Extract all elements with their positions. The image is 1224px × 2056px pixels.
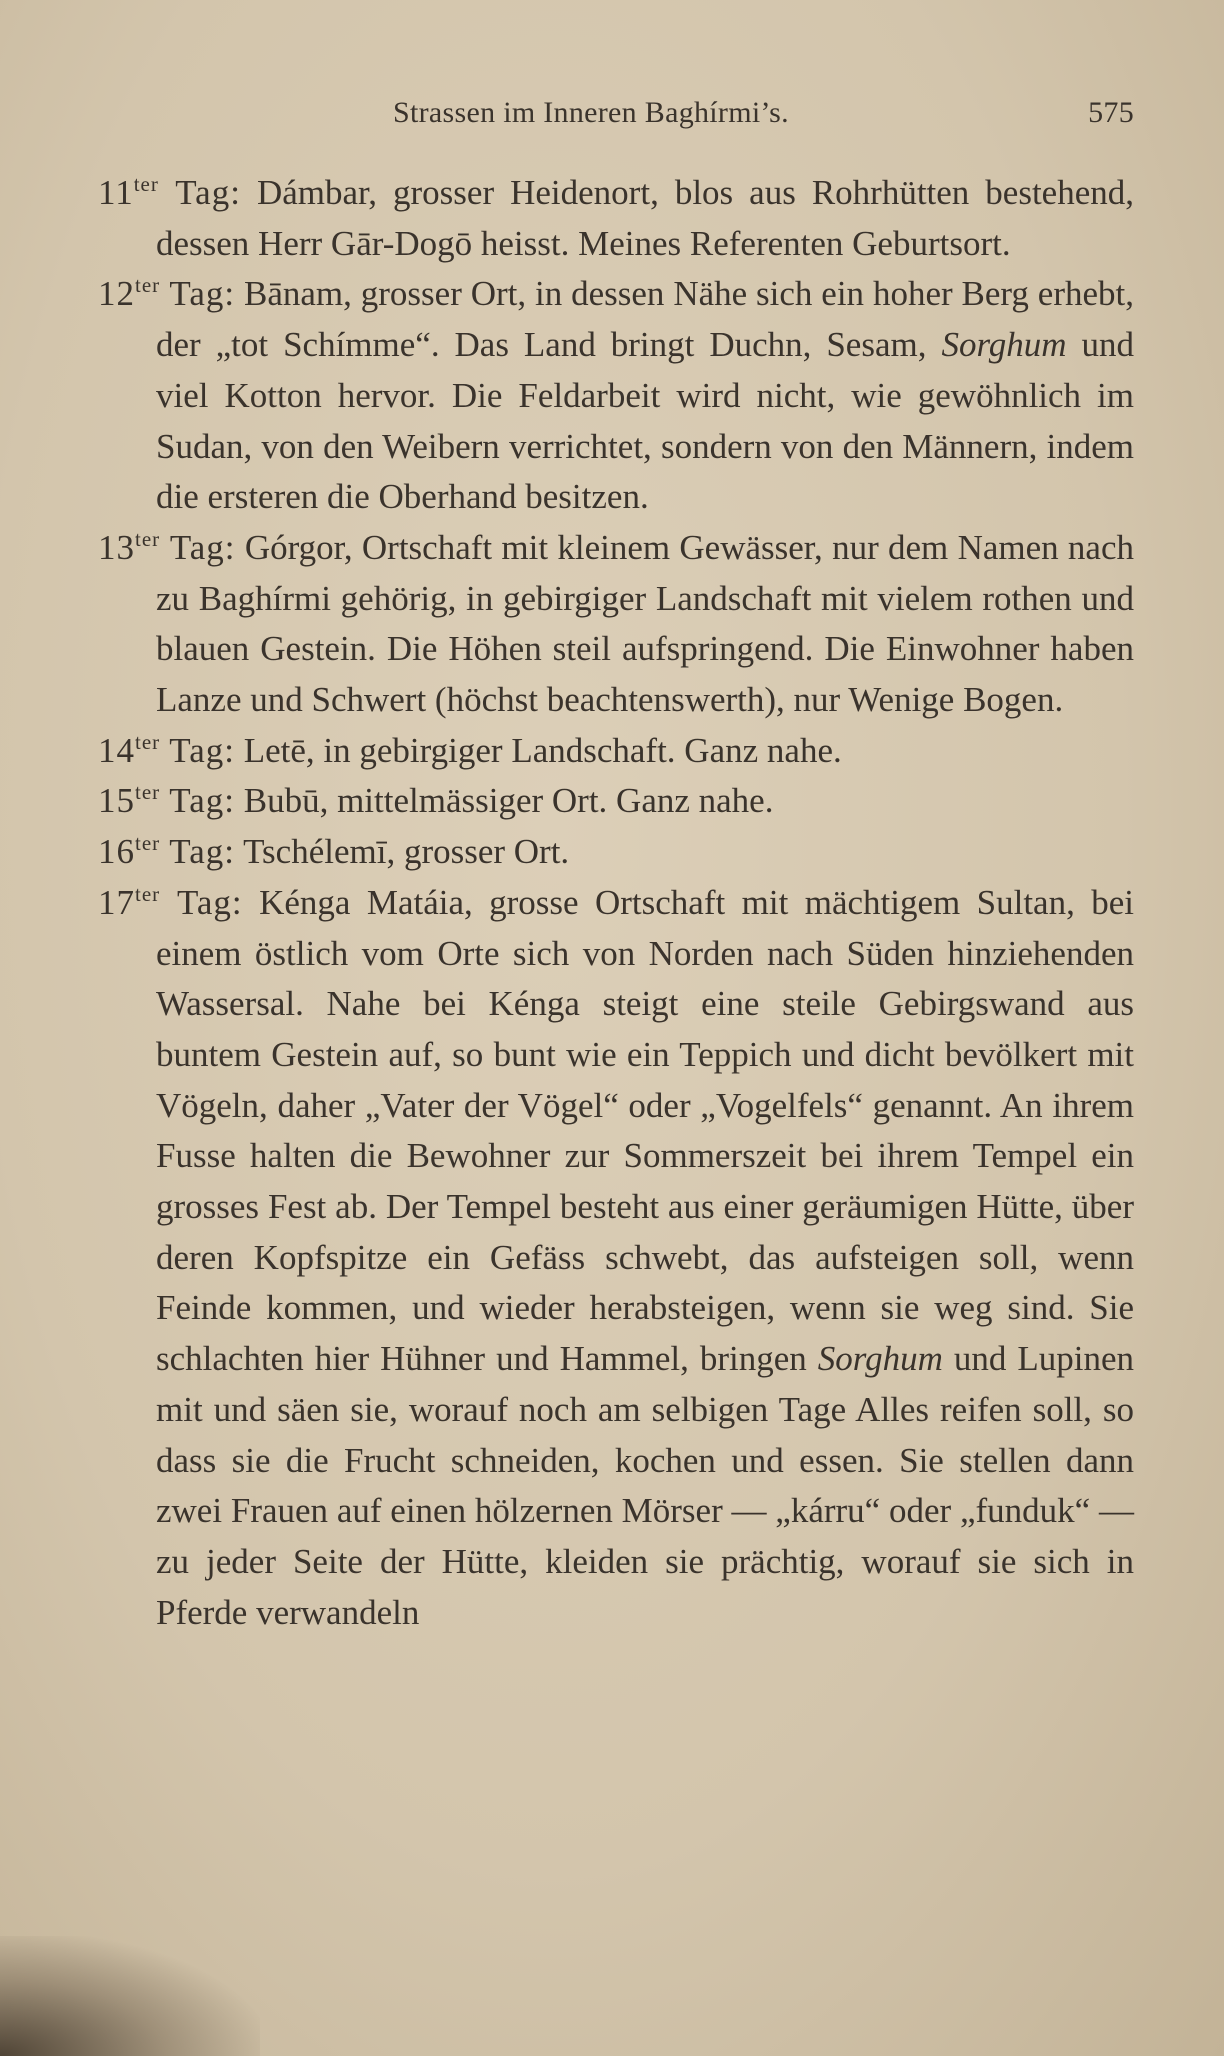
day-number: 16 [98,832,135,872]
day-label [98,832,235,871]
day-entry [98,523,1134,726]
running-title: Strassen im Inneren Baghírmi’s. [393,96,789,129]
day-word: Tag: [169,274,236,314]
italic-term: Sorghum [817,1339,943,1379]
day-entry [98,168,1134,269]
day-entry [98,269,1134,523]
day-number: 11 [98,173,134,212]
day-entry [98,827,1134,878]
day-entry [98,726,1134,777]
page-body [98,168,1134,1638]
day-word: Tag: [176,882,243,922]
day-entry [98,776,1134,827]
ordinal-suffix: ter [135,881,161,906]
day-entry [98,878,1134,1639]
day-label [98,883,243,922]
day-word: Tag: [169,730,235,770]
day-number: 14 [98,730,135,770]
day-label [98,173,241,212]
entry-text: Bubū, mittelmässiger Ort. Ganz nahe. [243,781,774,821]
day-label [98,528,236,567]
day-number: 12 [98,274,135,314]
entry-text: Górgor, Ortschaft mit kleinem Gewässer, nur dem Namen nach zu Baghírmi gehörig, in gebirgiger Landschaft mit vielem rothen und blauen Gestein. Die Höhen steil aufspringend. Die Einwohner haben Lanze und Schwert (höchst beachtenswerth), nur Wenige Bogen. [156,527,1134,720]
day-number: 17 [98,882,135,922]
day-label [98,781,235,820]
day-label [98,274,235,313]
day-number: 13 [98,527,135,567]
day-word: Tag: [169,527,236,567]
entry-text: Dámbar, grosser Heidenort, blos aus Rohrhütten bestehend, dessen Herr Gār-Dogō heisst. Meines Referenten Geburtsort. [156,173,1135,263]
entry-text: Letē, in gebirgiger Landschaft. Ganz nahe. [243,730,842,770]
running-header [98,96,1134,140]
entry-text: und viel Kotton hervor. Die Feldarbeit wird nicht, wie gewöhnlich im Sudan, von den Weibern verrichtet, sondern von den Männern, indem die ersteren die Oberhand besitzen. [156,325,1134,517]
ordinal-suffix: ter [135,831,161,856]
entry-text: und Lupinen mit und säen sie, worauf noch am selbigen Tage Alles reifen soll, so dass sie die Frucht schneiden, kochen und essen. Sie stellen dann zwei Frauen auf einen hölzernen Mörser — „kárru“ oder „funduk“ — zu jeder Seite der Hütte, kleiden sie prächtig, worauf sie sich in Pferde verwandeln [156,1339,1134,1632]
ordinal-suffix: ter [133,172,159,196]
italic-term: Sorghum [941,325,1067,365]
ordinal-suffix: ter [135,780,161,805]
day-word: Tag: [169,832,235,872]
day-number: 15 [98,781,135,821]
day-label [98,731,235,770]
ordinal-suffix: ter [135,729,161,754]
day-word: Tag: [169,781,235,821]
page-corner-shadow [0,1936,260,2056]
ordinal-suffix: ter [135,273,161,298]
day-word: Tag: [175,173,241,212]
ordinal-suffix: ter [135,526,161,551]
entry-text: Bānam, grosser Ort, in dessen Nähe sich ein hoher Berg erhebt, der „tot Schímme“. Das Land bringt Duchn, Sesam, [156,274,1134,365]
entry-text: Tschélemī, grosser Ort. [243,832,570,872]
page-number: 575 [1088,96,1134,129]
entry-text: Kénga Matáia, grosse Ortschaft mit mächtigem Sultan, bei einem östlich vom Orte sich von Norden nach Süden hinziehenden Wassersal. Nahe bei Kénga steigt eine steile Gebirgswand aus buntem Gestein auf, so bunt wie ein Teppich und dicht bevölkert mit Vögeln, daher „Vater der Vögel“ oder „Vogelfels“ genannt. An ihrem Fusse halten die Bewohner zur Sommerszeit bei ihrem Tempel ein grosses Fest ab. Der Tempel besteht aus einer geräumigen Hütte, über deren Kopfspitze ein Gefäss schwebt, das aufsteigen soll, wenn Feinde kommen, und wieder herabsteigen, wenn sie weg sind. Sie schlachten hier Hühner und Hammel, bringen [156,882,1134,1379]
